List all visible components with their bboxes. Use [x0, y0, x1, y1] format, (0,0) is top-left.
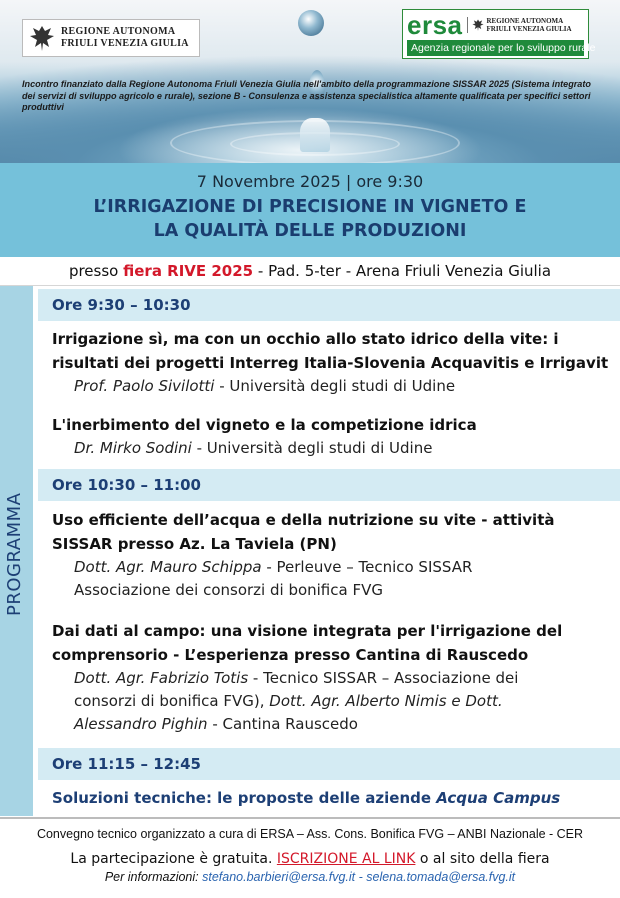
- registration-link[interactable]: ISCRIZIONE AL LINK: [276, 851, 416, 867]
- water-drop-icon: [298, 10, 324, 36]
- venue-suffix: - Pad. 5-ter - Arena Friuli Venezia Giulia: [253, 262, 552, 280]
- email-separator: -: [355, 870, 367, 884]
- event-title-line1: L’IRRIGAZIONE DI PRECISIONE IN VIGNETO E: [93, 197, 527, 217]
- speaker-affiliation: - Tecnico SISSAR – Associazione dei: [248, 669, 519, 687]
- free-participation-text: La partecipazione è gratuita.: [70, 851, 277, 867]
- talk-title: comprensorio - L’esperienza presso Cantina di Rauscedo: [52, 646, 529, 664]
- talk-speaker: [52, 437, 618, 460]
- talk-speaker: [52, 556, 618, 579]
- talk-title: risultati dei progetti Interreg Italia-Slovenia Acquavitis e Irrigavit: [52, 354, 609, 372]
- region-logo: [22, 19, 200, 57]
- ersa-logo: [402, 9, 596, 59]
- ersa-wordmark: ersa: [407, 10, 463, 40]
- speaker-name: Dott. Agr. Fabrizio Totis: [74, 669, 249, 687]
- speaker-affiliation: consorzi di bonifica FVG),: [74, 692, 270, 710]
- speaker-affiliation: - Perleuve – Tecnico SISSAR: [261, 558, 473, 576]
- region-logo-line1: REGIONE AUTONOMA: [61, 26, 176, 37]
- talk-item: [52, 508, 618, 602]
- time-slot: Ore 10:30 – 11:00: [38, 469, 620, 501]
- water-splash: [300, 118, 330, 152]
- footer: [0, 817, 620, 898]
- eagle-icon: [472, 18, 484, 32]
- event-venue: [0, 257, 620, 286]
- organizers-text: Convegno tecnico organizzato a cura di ERSA – Ass. Cons. Bonifica FVG – ANBI Nazionale - CER: [36, 827, 584, 841]
- region-logo-line2: FRIULI VENEZIA GIULIA: [61, 38, 189, 49]
- talk-speaker: [52, 713, 618, 736]
- speaker-affiliation: - Università degli studi di Udine: [214, 377, 456, 395]
- talk-title: Irrigazione sì, ma con un occhio allo stato idrico della vite: i: [52, 330, 559, 348]
- talk-item: [52, 786, 618, 810]
- ersa-tagline: Agenzia regionale per lo sviluppo rurale: [407, 40, 584, 56]
- program-side-label: PROGRAMMA: [4, 492, 25, 616]
- info-line: [0, 870, 620, 884]
- info-label: Per informazioni:: [104, 870, 203, 884]
- venue-fair: fiera RIVE 2025: [123, 262, 254, 280]
- funding-text: Incontro finanziato dalla Regione Autonoma Friuli Venezia Giulia nell'ambito della programmazione SISSAR 2025 (Sistema integrato dei servizi di sviluppo agricolo e rurale), sezione B - Consulenza e assistenza specialistica altamente qualificata per specifici settori produttivi: [22, 79, 591, 112]
- eagle-icon: [29, 23, 55, 53]
- talk-title: SISSAR presso Az. La Taviela (PN): [52, 535, 337, 553]
- ersa-mini-line1: REGIONE AUTONOMA: [486, 17, 564, 25]
- time-slot: Ore 9:30 – 10:30: [38, 289, 620, 321]
- talk-item: [52, 619, 618, 736]
- speaker-name: Dott. Agr. Mauro Schippa: [74, 558, 262, 576]
- speaker-affiliation: - Università degli studi di Udine: [191, 439, 433, 457]
- email-link-1[interactable]: stefano.barbieri@ersa.fvg.it: [202, 870, 356, 884]
- ersa-mini-line2: FRIULI VENEZIA GIULIA: [486, 25, 572, 33]
- email-link-2[interactable]: selena.tomada@ersa.fvg.it: [366, 870, 516, 884]
- speaker-affiliation: - Cantina Rauscedo: [207, 715, 358, 733]
- registration-line: [0, 851, 620, 867]
- speaker-name: Prof. Paolo Sivilotti: [74, 377, 215, 395]
- talk-speaker: [52, 690, 618, 713]
- time-slot: Ore 11:15 – 12:45: [38, 748, 620, 780]
- program-list: [38, 286, 620, 816]
- program-side-band: [0, 286, 33, 816]
- venue-prefix: presso: [68, 262, 124, 280]
- speaker-name: Dott. Agr. Alberto Nimis e Dott.: [269, 692, 503, 710]
- talk-item: [52, 413, 618, 460]
- header-banner: [0, 0, 620, 163]
- talk-title-brand: Acqua Campus: [436, 789, 561, 807]
- talk-title: [52, 786, 618, 810]
- event-title-line2: LA QUALITÀ DELLE PRODUZIONI: [153, 221, 467, 241]
- talk-speaker: [52, 375, 618, 398]
- talk-title: L'inerbimento del vigneto e la competizione idrica: [52, 416, 477, 434]
- talk-title: Uso efficiente dell’acqua e della nutrizione su vite - attività: [52, 511, 555, 529]
- speaker-name: Alessandro Pighin: [74, 715, 208, 733]
- talk-title: Dai dati al campo: una visione integrata per l'irrigazione del: [52, 622, 563, 640]
- event-date-time: 7 Novembre 2025 | ore 9:30: [196, 172, 424, 191]
- event-title-block: [0, 163, 620, 257]
- talk-title-text: Soluzioni tecniche: le proposte delle aziende: [52, 789, 437, 807]
- talk-speaker: [52, 667, 618, 690]
- talk-item: [52, 327, 618, 398]
- fair-site-text: o al sito della fiera: [415, 851, 550, 867]
- speaker-affiliation: Associazione dei consorzi di bonifica FVG: [74, 581, 383, 599]
- speaker-name: Dr. Mirko Sodini: [74, 439, 192, 457]
